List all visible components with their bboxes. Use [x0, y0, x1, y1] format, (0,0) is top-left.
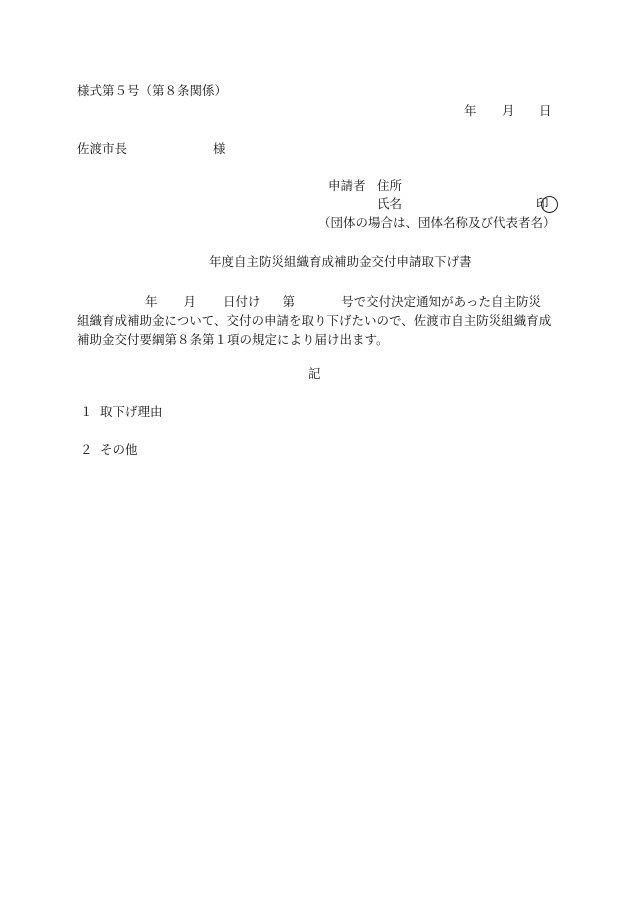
- ki-heading: 記: [308, 366, 321, 381]
- item-2-label: その他: [100, 442, 138, 457]
- addressee-honorific: 様: [213, 141, 226, 156]
- applicant-address-label: 住所: [377, 178, 403, 193]
- addressee-name: 佐渡市長: [77, 141, 128, 156]
- seal-mark: 印: [536, 196, 549, 211]
- applicant-name-label: 氏名: [377, 196, 403, 211]
- body-line-1: [77, 292, 557, 311]
- applicant-note: （団体の場合は、団体名称及び代表者名）: [318, 215, 556, 230]
- document-title: 年度自主防災組織育成補助金交付申請取下げ書: [209, 254, 472, 269]
- item-1-label: 取下げ理由: [100, 404, 163, 419]
- body-month: 月: [183, 294, 197, 309]
- form-number: 様式第５号（第８条関係）: [77, 83, 228, 98]
- item-1-number: １: [80, 404, 93, 419]
- body-text: [77, 292, 557, 349]
- body-line-2: 組織育成補助金について、交付の申請を取り下げたいので、佐渡市自主防災組織育成: [77, 313, 552, 328]
- body-line-3: 補助金交付要綱第８条第１項の規定により届け出ます。: [77, 332, 389, 347]
- date-day-label: 日: [539, 103, 552, 118]
- item-2-number: ２: [80, 442, 93, 457]
- body-year: 年: [145, 294, 158, 309]
- date-month-label: 月: [502, 103, 515, 118]
- body-number-prefix: 第: [282, 294, 296, 309]
- body-line1-rest: 号で交付決定通知があった自主防災: [341, 294, 541, 309]
- body-dated: 日付け: [223, 294, 261, 309]
- applicant-label: 申請者: [328, 178, 366, 193]
- seal-circle-icon: [541, 196, 558, 213]
- date-year-label: 年: [464, 103, 477, 118]
